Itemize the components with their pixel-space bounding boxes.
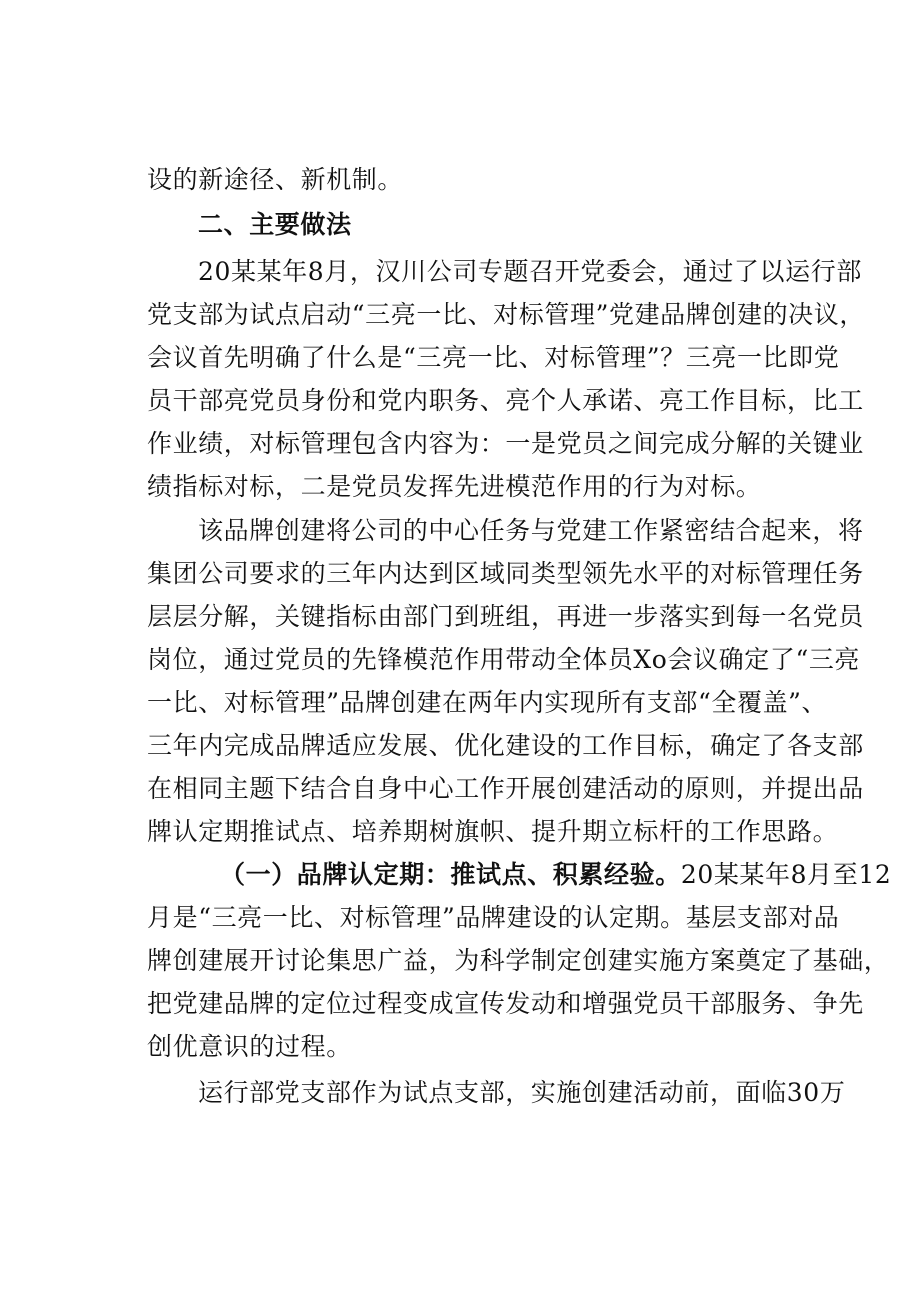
paragraph-line: 把党建品牌的定位过程变成宣传发动和增强党员干部服务、争先 [147,989,864,1018]
paragraph-line: 岗位，通过党员的先锋模范作用带动全体员Xo会议确定了“三亮 [147,645,861,674]
paragraph-line: 创优意识的过程。 [147,1032,352,1061]
paragraph-line: 运行部党支部作为试点支部，实施创建活动前，面临30万 [198,1078,846,1107]
paragraph-line: 绩指标对标，二是党员发挥先进模范作用的行为对标。 [147,472,762,501]
paragraph-line: 20某某年8月，汉川公司专题召开党委会，通过了以运行部 [198,257,862,286]
paragraph-line: 员干部亮党员身份和党内职务、亮个人承诺、亮工作目标，比工 [147,386,864,415]
paragraph-line: 在相同主题下结合自身中心工作开展创建活动的原则，并提出品 [147,774,864,803]
paragraph-line: 一比、对标管理”品牌创建在两年内实现所有支部“全覆盖”、 [147,688,828,717]
text-line: 设的新途径、新机制。 [147,165,404,194]
paragraph-line: 该品牌创建将公司的中心任务与党建工作紧密结合起来，将 [198,516,864,545]
section-heading: 二、主要做法 [198,210,352,239]
paragraph-line: 层层分解，关键指标由部门到班组，再进一步落实到每一名党员 [147,602,864,631]
paragraph-line: 党支部为试点启动“三亮一比、对标管理”党建品牌创建的决议， [147,300,865,329]
paragraph-line: 牌认定期推试点、培养期树旗帜、提升期立标杆的工作思路。 [147,817,839,846]
paragraph-line: 月是“三亮一比、对标管理”品牌建设的认定期。基层支部对品 [147,903,840,932]
subheading-line [220,860,891,890]
paragraph-line: 集团公司要求的三年内达到区域同类型领先水平的对标管理任务 [147,559,864,588]
paragraph-line: 三年内完成品牌适应发展、优化建设的工作目标，确定了各支部 [147,731,864,760]
paragraph-line: 牌创建展开讨论集思广益，为科学制定创建实施方案奠定了基础， [147,946,890,975]
paragraph-line: 作业绩，对标管理包含内容为：一是党员之间完成分解的关键业 [147,429,864,458]
paragraph-line: 会议首先明确了什么是“三亮一比、对标管理”？三亮一比即党 [147,343,840,372]
subheading-text: 20某某年8月至12 [680,860,892,889]
subheading-title: （一）品牌认定期：推试点、积累经验。 [220,860,681,889]
